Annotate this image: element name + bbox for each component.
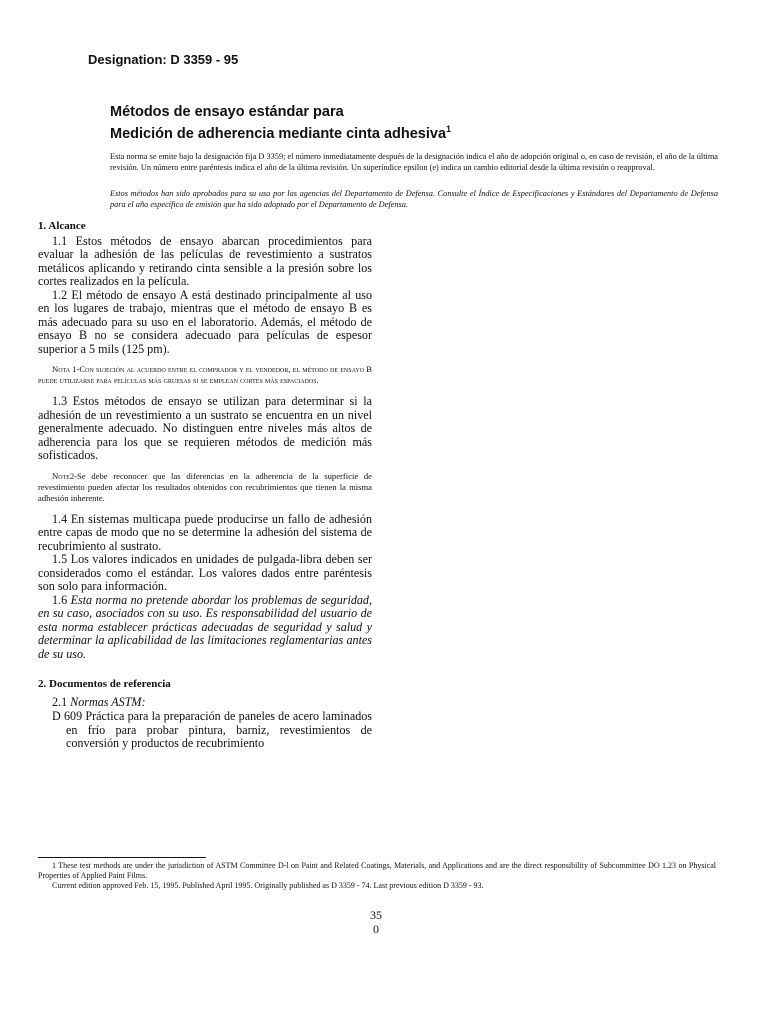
note-2-text: -Se debe reconocer que las diferencias en la adherencia de la superficie de revestimiento pueden afectar los resultados obtenidos con recubrimientos que tienen la misma adhesión inherente. [38, 470, 372, 503]
note-2-label: Note2 [52, 470, 75, 481]
title-line-2-text: Medición de adherencia mediante cinta adhesiva [110, 125, 447, 142]
document-title [110, 104, 451, 143]
main-column [38, 220, 372, 751]
approval-note: Estos métodos han sido aprobados para su uso por las agencias del Departamento de Defensa. Consulte el Índice de Especificaciones y Estándares del Departamento de Defensa para el año específico de emisión que ha sido adoptado por el Departamento de Defensa. [110, 189, 718, 209]
section-2-heading: 2. Documentos de referencia [38, 678, 171, 690]
issuance-note: Esta norma se emite bajo la designación fija D 3359; el número inmediatamente después de la designación indica el año de adopción original o, en caso de revisión, el año de la última revisión. Un número entre paréntesis indica el año de la última revisión. Un superíndice epsilon (e) indica un cambio editorial desde la última revisión o reapproval. [110, 152, 718, 172]
paragraph-1-6-number: 1.6 [52, 592, 68, 607]
subsection-title: Normas ASTM: [70, 694, 146, 709]
title-footnote-mark: 1 [446, 124, 452, 134]
paragraph-1-4: 1.4 En sistemas multicapa puede producirse un fallo de adhesión entre capas de modo que no se determine la adhesión del sistema de recubrimiento al sustrato. [38, 511, 372, 553]
note-1: Nota 1-Con sujeción al acuerdo entre el comprador y el vendedor, el método de ensayo B puede utilizarse para películas más gruesas si se emplean cortes más espaciados. [38, 364, 372, 385]
astm-standards-subheading [52, 696, 372, 710]
paragraph-1-2: 1.2 El método de ensayo A está destinado principalmente al uso en los lugares de trabajo, mientras que el método de ensayo B es más adecuado para su uso en el laboratorio. Además, el método de ensayo B no se considera adecuado para películas de espesor superior a 5 mils (125 pm). [38, 287, 372, 356]
paragraph-1-6-text: Esta norma no pretende abordar los problemas de seguridad, en su caso, asociados con su uso. Es responsabilidad del usuario de esta norma establecer prácticas adecuadas de seguridad y salud y determinar la aplicabilidad de las limitaciones reglamentarias antes de su uso. [38, 592, 372, 661]
page-number [370, 908, 382, 936]
paragraph-1-3: 1.3 Estos métodos de ensayo se utilizan para determinar si la adhesión de un revestimiento a un sustrato se encuentra en un nivel generalmente adecuado. No distinguen entre niveles más altos de adherencia para los que se requieren métodos de medición más sofisticados. [38, 394, 372, 462]
paragraph-1-5: 1.5 Los valores indicados en unidades de pulgada-libra deben ser considerados como el estándar. Los valores dados entre paréntesis son solo para información. [38, 552, 372, 593]
reference-d609: D 609 Práctica para la preparación de paneles de acero laminados en frío para probar pintura, barniz, revestimientos de conversión y productos de recubrimiento [52, 709, 372, 750]
subsection-number: 2.1 [52, 694, 68, 709]
section-1-heading: 1. Alcance [38, 220, 86, 232]
designation: Designation: D 3359 - 95 [88, 52, 239, 67]
footnote-line-1: 1 These test methods are under the jurisdiction of ASTM Committee D-l on Paint and Related Coatings, Materials, and Applications and are the direct responsibility of Subcommittee DO 1.23 on Physical Properties of Applied Paint Films. [38, 861, 716, 880]
paragraph-1-1: 1.1 Estos métodos de ensayo abarcan procedimientos para evaluar la adhesión de las películas de revestimiento a sustratos metálicos aplicando y retirando cinta sensible a la presión sobre los cortes realizados en la película. [38, 233, 372, 288]
page-number-line-1: 35 [370, 908, 382, 922]
footnote-line-2: Current edition approved Feb. 15, 1995. Published April 1995. Originally published as D 3359 - 74. Last previous edition D 3359 - 93. [52, 881, 484, 890]
paragraph-1-6 [38, 594, 372, 662]
title-line-2 [110, 121, 451, 143]
note-2 [38, 471, 372, 504]
page-number-line-2: 0 [373, 922, 379, 936]
title-line-1: Métodos de ensayo estándar para [110, 104, 344, 120]
footnote [38, 861, 716, 891]
footnote-divider [38, 857, 206, 858]
